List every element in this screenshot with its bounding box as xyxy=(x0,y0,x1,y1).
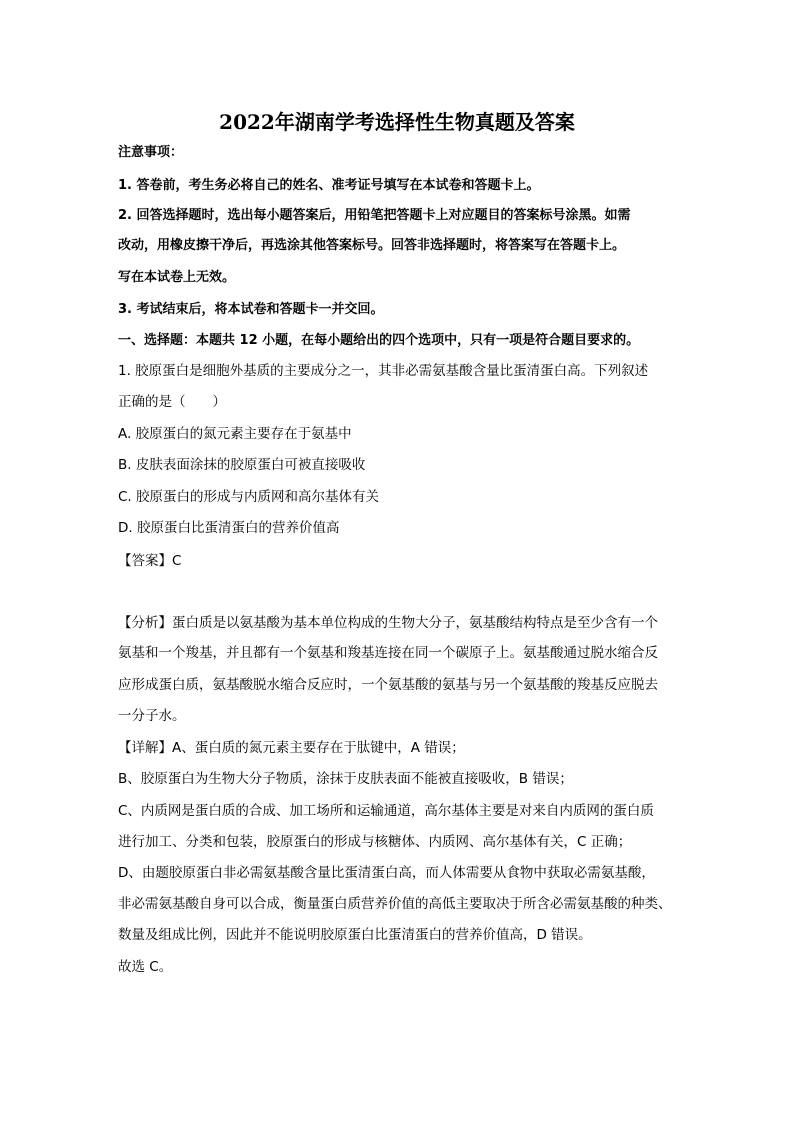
detail-line: D、由题胶原蛋白非必需氨基酸含量比蛋清蛋白高，而人体需要从食物中获取必需氨基酸， xyxy=(118,865,655,881)
analysis-line: 氨基和一个羧基，并且都有一个氨基和羧基连接在同一个碳原子上。氨基酸通过脱水缩合反 xyxy=(118,645,658,661)
notice-item: 3. 考试结束后，将本试卷和答题卡一并交回。 xyxy=(118,302,384,317)
section-heading: 一、选择题：本题共 12 小题，在每小题给出的四个选项中，只有一项是符合题目要求的。 xyxy=(118,333,640,348)
question-stem: 正确的是（ ） xyxy=(118,394,226,410)
option-a: A. 胶原蛋白的氮元素主要存在于氨基中 xyxy=(118,426,352,442)
detail-line: 数量及组成比例，因此并不能说明胶原蛋白比蛋清蛋白的营养价值高，D 错误。 xyxy=(118,927,592,943)
notice-heading: 注意事项： xyxy=(118,145,184,160)
notice-item: 1. 答卷前，考生务必将自己的姓名、准考证号填写在本试卷和答题卡上。 xyxy=(118,178,540,193)
detail-line: 非必需氨基酸自身可以合成，衡量蛋白质营养价值的高低主要取决于所含必需氨基酸的种类、 xyxy=(118,896,672,912)
notice-item: 2. 回答选择题时，选出每小题答案后，用铅笔把答题卡上对应题目的答案标号涂黑。如需 xyxy=(118,208,631,223)
conclusion: 故选 C。 xyxy=(118,959,173,975)
option-c: C. 胶原蛋白的形成与内质网和高尔基体有关 xyxy=(118,489,380,505)
analysis-line: 一分子水。 xyxy=(118,708,186,724)
detail-line: C、内质网是蛋白质的合成、加工场所和运输通道，高尔基体主要是对来自内质网的蛋白质 xyxy=(118,803,654,819)
option-b: B. 皮肤表面涂抹的胶原蛋白可被直接吸收 xyxy=(118,457,366,473)
option-d: D. 胶原蛋白比蛋清蛋白的营养价值高 xyxy=(118,520,340,536)
detail-line: B、胶原蛋白为生物大分子物质，涂抹于皮肤表面不能被直接吸收，B 错误； xyxy=(118,771,573,787)
analysis-line: 【分析】蛋白质是以氨基酸为基本单位构成的生物大分子，氨基酸结构特点是至少含有一个 xyxy=(118,615,658,631)
document-title: 2022年湖南学考选择性生物真题及答案 xyxy=(219,110,575,134)
detail-line: 【详解】A、蛋白质的氮元素主要存在于肽键中，A 错误； xyxy=(118,740,465,756)
analysis-line: 应形成蛋白质，氨基酸脱水缩合反应时，一个氨基酸的氨基与另一个氨基酸的羧基反应脱去 xyxy=(118,677,658,693)
notice-item: 写在本试卷上无效。 xyxy=(118,270,236,285)
notice-item: 改动，用橡皮擦干净后，再选涂其他答案标号。回答非选择题时，将答案写在答题卡上。 xyxy=(118,238,626,253)
answer: 【答案】C xyxy=(118,553,182,569)
question-stem: 1. 胶原蛋白是细胞外基质的主要成分之一，其非必需氨基酸含量比蛋清蛋白高。下列叙述 xyxy=(118,363,649,379)
detail-line: 进行加工、分类和包装，胶原蛋白的形成与核糖体、内质网、高尔基体有关，C 正确； xyxy=(118,834,632,850)
